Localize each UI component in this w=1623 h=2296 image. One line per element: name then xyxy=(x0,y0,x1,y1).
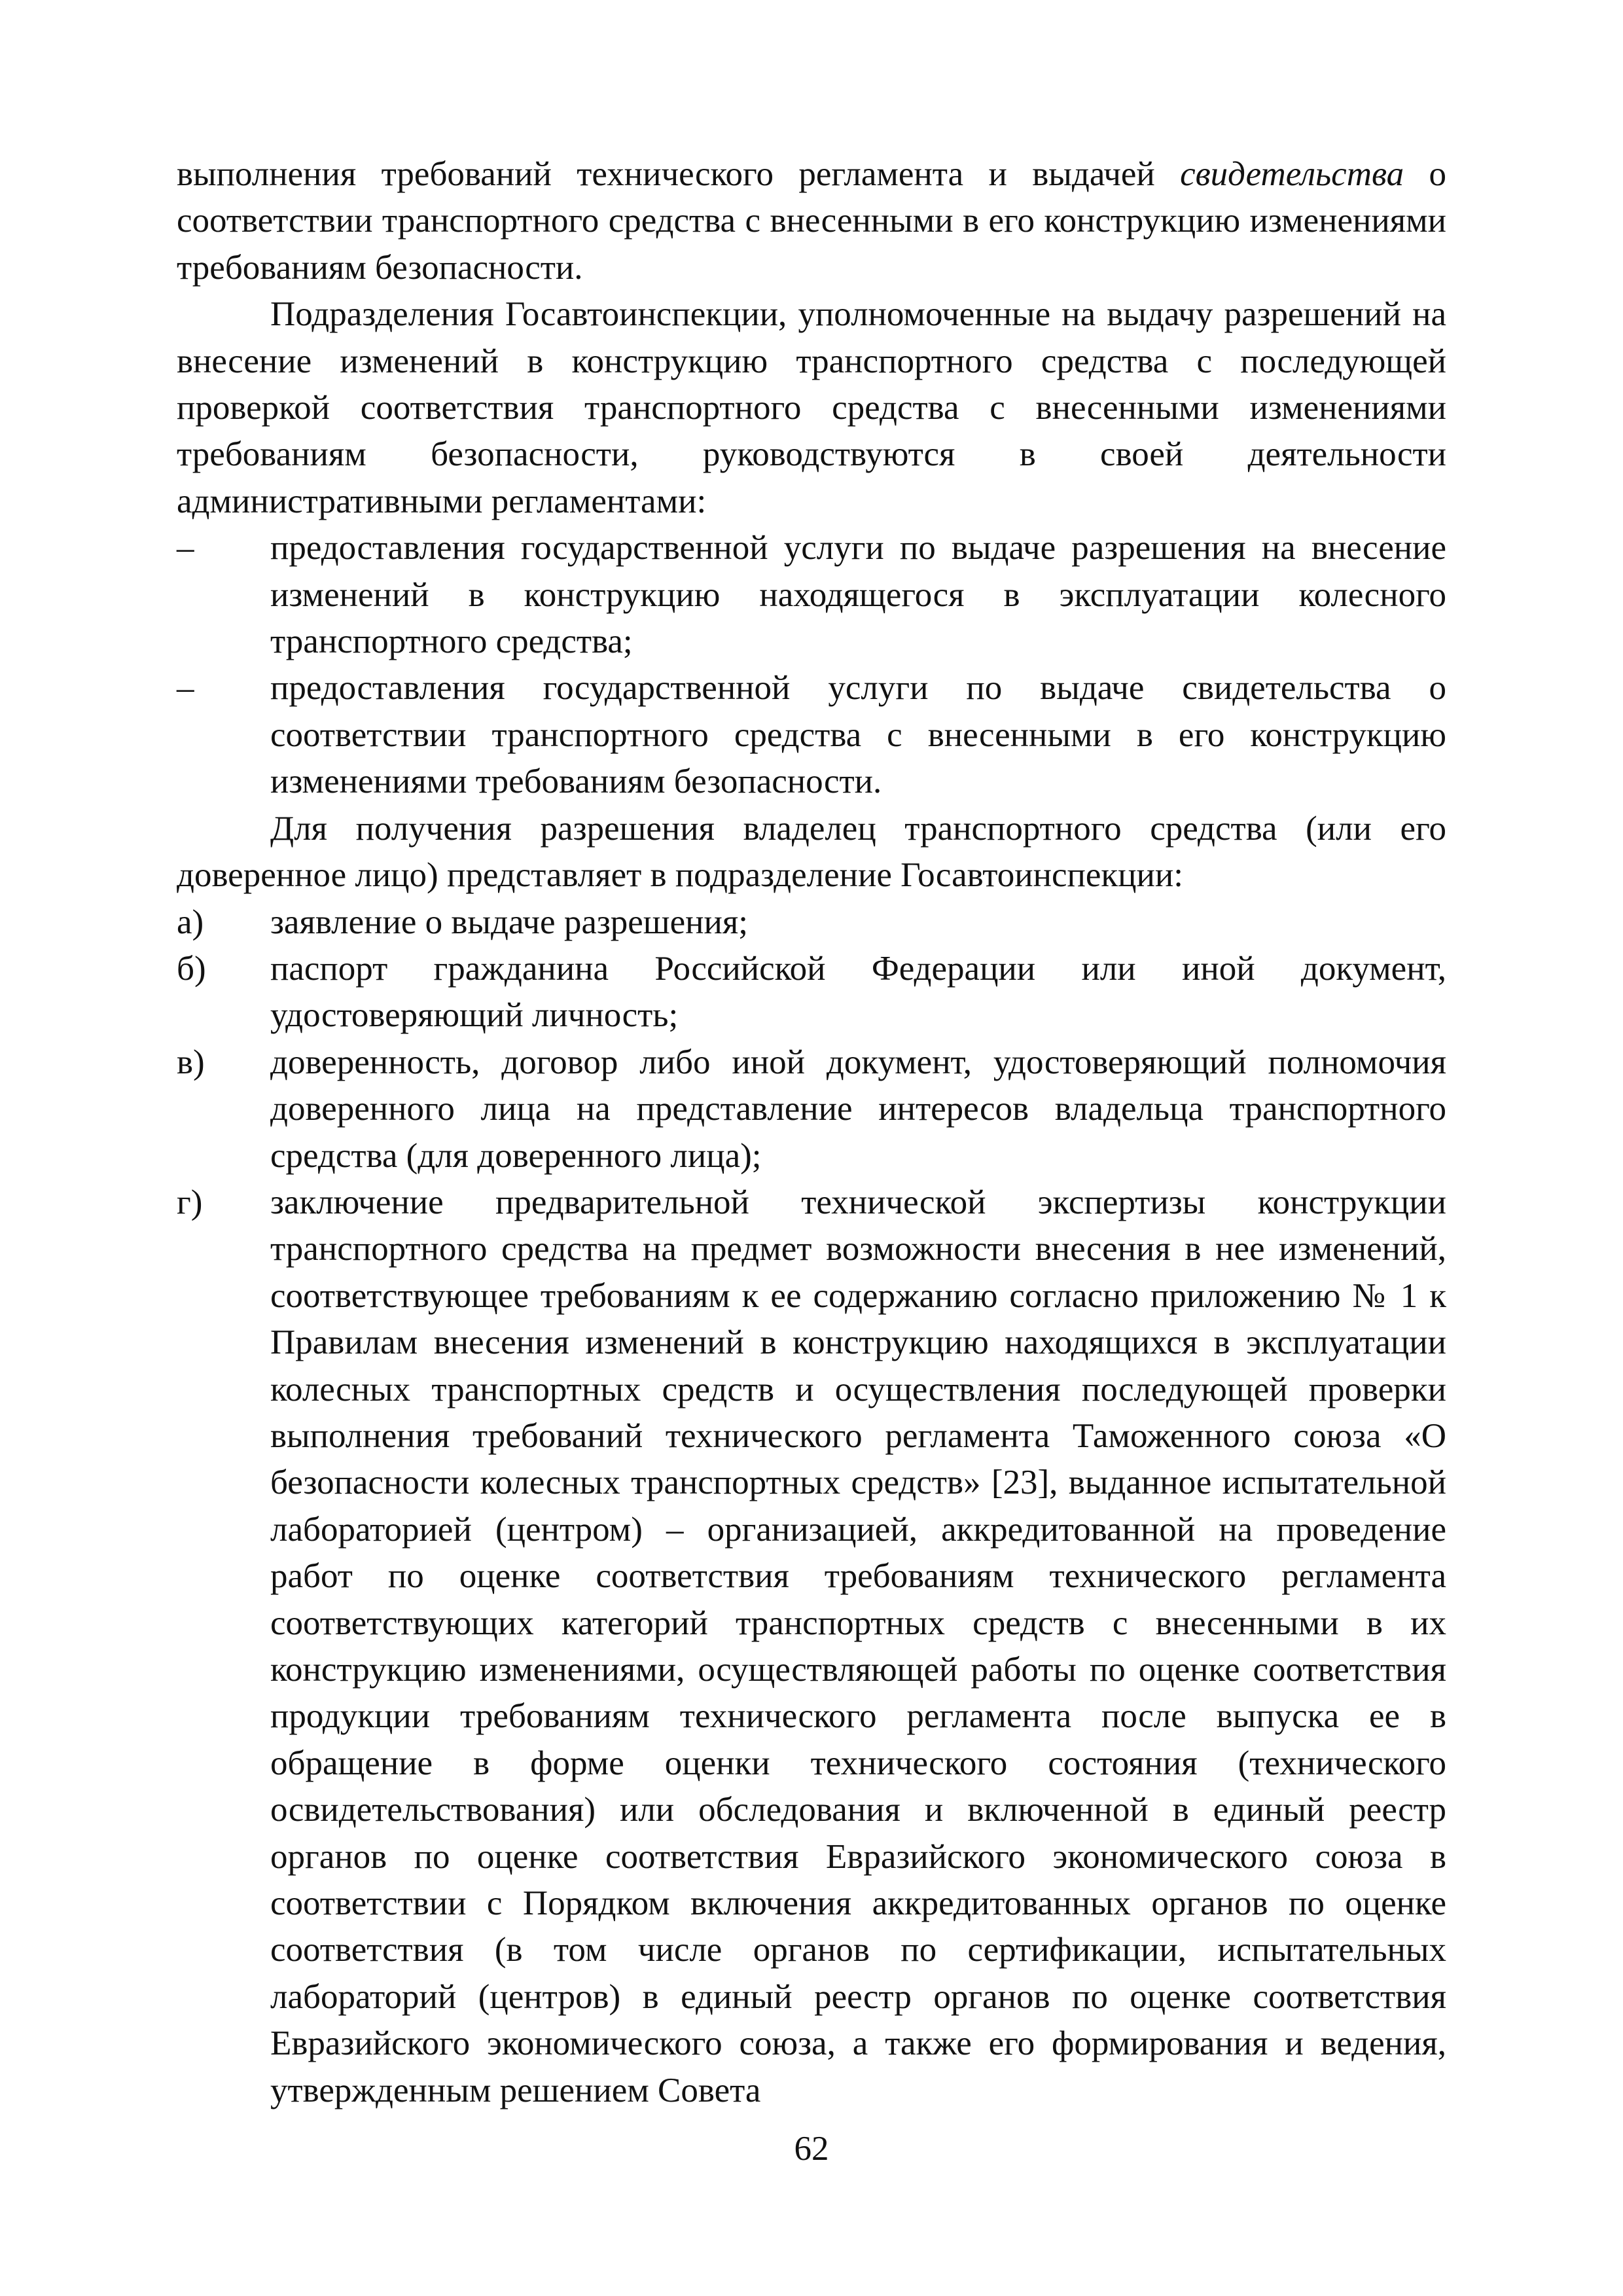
list-item-text: паспорт гражданина Российской Федерации или иной документ, удостоверяющий личность; xyxy=(270,949,1446,1035)
list-item-text: заявление о выдаче разрешения; xyxy=(270,903,748,941)
list-item xyxy=(177,665,1446,805)
body-text xyxy=(177,151,1446,2114)
italic-term: свидетельства xyxy=(1180,155,1404,193)
list-item-text: предоставления государственной услуги по выдаче разрешения на внесение изменений в конструкцию находящегося в эксплуатации колесного транспортного средства; xyxy=(270,529,1446,661)
dash-list xyxy=(177,525,1446,805)
list-item xyxy=(177,1179,1446,2114)
paragraph-permit: Для получения разрешения владелец транспортного средства (или его доверенное лицо) представляет в подразделение Госавтоинспекции: xyxy=(177,809,1446,895)
list-item xyxy=(177,899,1446,946)
list-item xyxy=(177,525,1446,665)
text-run: о соответствии транспортного средства с внесенными в его конструкцию изменениями требованиям безопасности. xyxy=(177,155,1446,287)
list-item-text: доверенность, договор либо иной документ, удостоверяющий полномочия доверенного лица на представление интересов владельца транспортного средства (для доверенного лица); xyxy=(270,1043,1446,1175)
page-number: 62 xyxy=(794,2130,829,2168)
list-marker: – xyxy=(177,529,194,567)
list-item xyxy=(177,1039,1446,1179)
letter-list xyxy=(177,899,1446,2115)
list-marker: – xyxy=(177,669,194,708)
list-marker: г) xyxy=(177,1183,203,1221)
text-run: выполнения требований технического регламента и выдачей xyxy=(177,155,1181,193)
list-item xyxy=(177,946,1446,1039)
list-marker: в) xyxy=(177,1043,205,1081)
paragraph-subdivisions: Подразделения Госавтоинспекции, уполномоченные на выдачу разрешений на внесение изменений в конструкцию транспортного средства с последующей проверкой соответствия транспортного средства с внесенными изменениями требованиям безопасности, руководствуются в своей деятельности административными регламентами: xyxy=(177,295,1446,520)
list-marker: б) xyxy=(177,949,206,988)
paragraph-continuation xyxy=(177,151,1446,291)
list-item-text: заключение предварительной технической экспертизы конструкции транспортного средства на предмет возможности внесения в нее изменений, соответствующее требованиям к ее содержанию согласно приложению № 1 к Правилам внесения изменений в конструкцию находящихся в эксплуатации колесных транспортных средств и осуществления последующей проверки выполнения требований технического регламента Таможенного союза «О безопасности колесных транспортных средств» [23], выданное испытательной лабораторией (центром) – организацией, аккредитованной на проведение работ по оценке соответствия требованиям технического регламента соответствующих категорий транспортных средств с внесенными в их конструкцию изменениями, осуществляющей работы по оценке соответствия продукции требованиям технического регламента после выпуска ее в обращение в форме оценки технического состояния (технического освидетельствования) или обследования и включенной в единый реестр органов по оценке соответствия Евразийского экономического союза в соответствии с Порядком включения аккредитованных органов по оценке соответствия (в том числе органов по сертификации, испытательных лабораторий (центров) в единый реестр органов по оценке соответствия Евразийского экономического союза, а также его формирования и ведения, утвержденным решением Совета xyxy=(270,1183,1446,2109)
list-item-text: предоставления государственной услуги по выдаче свидетельства о соответствии транспортного средства с внесенными в его конструкцию изменениями требованиям безопасности. xyxy=(270,669,1446,801)
list-marker: а) xyxy=(177,903,204,941)
